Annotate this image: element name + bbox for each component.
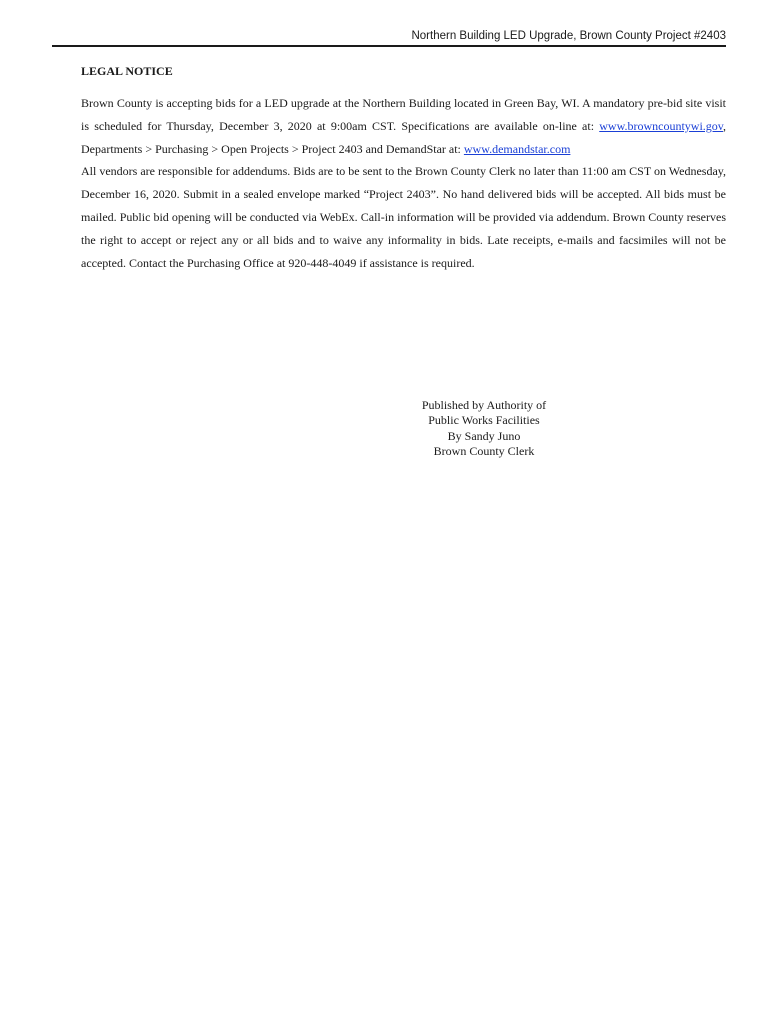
signature-line-title: Brown County Clerk [433,444,535,459]
demandstar-link[interactable]: www.demandstar.com [463,141,571,156]
notice-body [81,62,726,459]
para1-text-a: Brown County is accepting bids for a LED upgrade at the Northern Building located in Green Bay, WI. A mandatory pre-bid site visit is scheduled for Thursday, December 3, 2020 at 9:00am CST. Specifications are available on-line at: [81,96,726,133]
signature-line-department: Public Works Facilities [428,413,540,428]
header-divider [52,45,726,47]
notice-paragraph-bids [81,92,726,160]
header-project-line: Northern Building LED Upgrade, Brown County Project #2403 [411,30,726,42]
para1-text-b: , Departments > Purchasing > Open Projects > Project 2403 and DemandStar at: [81,118,726,156]
page-header [52,28,726,46]
signature-line-authority: Published by Authority of [421,398,547,412]
signature-block [81,398,770,460]
notice-title: LEGAL NOTICE [81,64,173,78]
notice-paragraph-vendors: All vendors are responsible for addendums. Bids are to be sent to the Brown County Clerk no later than 11:00 am CST on Wednesday, December 16, 2020. Submit in a sealed envelope marked “Project 2403”. No hand delivered bids will be accepted. All bids must be mailed. Public bid opening will be conducted via WebEx. Call-in information will be provided via addendum. Brown County reserves the right to accept or reject any or all bids and to waive any informality in bids. Late receipts, e-mails and facsimiles will not be accepted. Contact the Purchasing Office at 920-448-4049 if assistance is required. [81,164,726,270]
signature-line-by: By Sandy Juno [447,428,521,443]
browncounty-link[interactable]: www.browncountywi.gov [599,118,723,133]
